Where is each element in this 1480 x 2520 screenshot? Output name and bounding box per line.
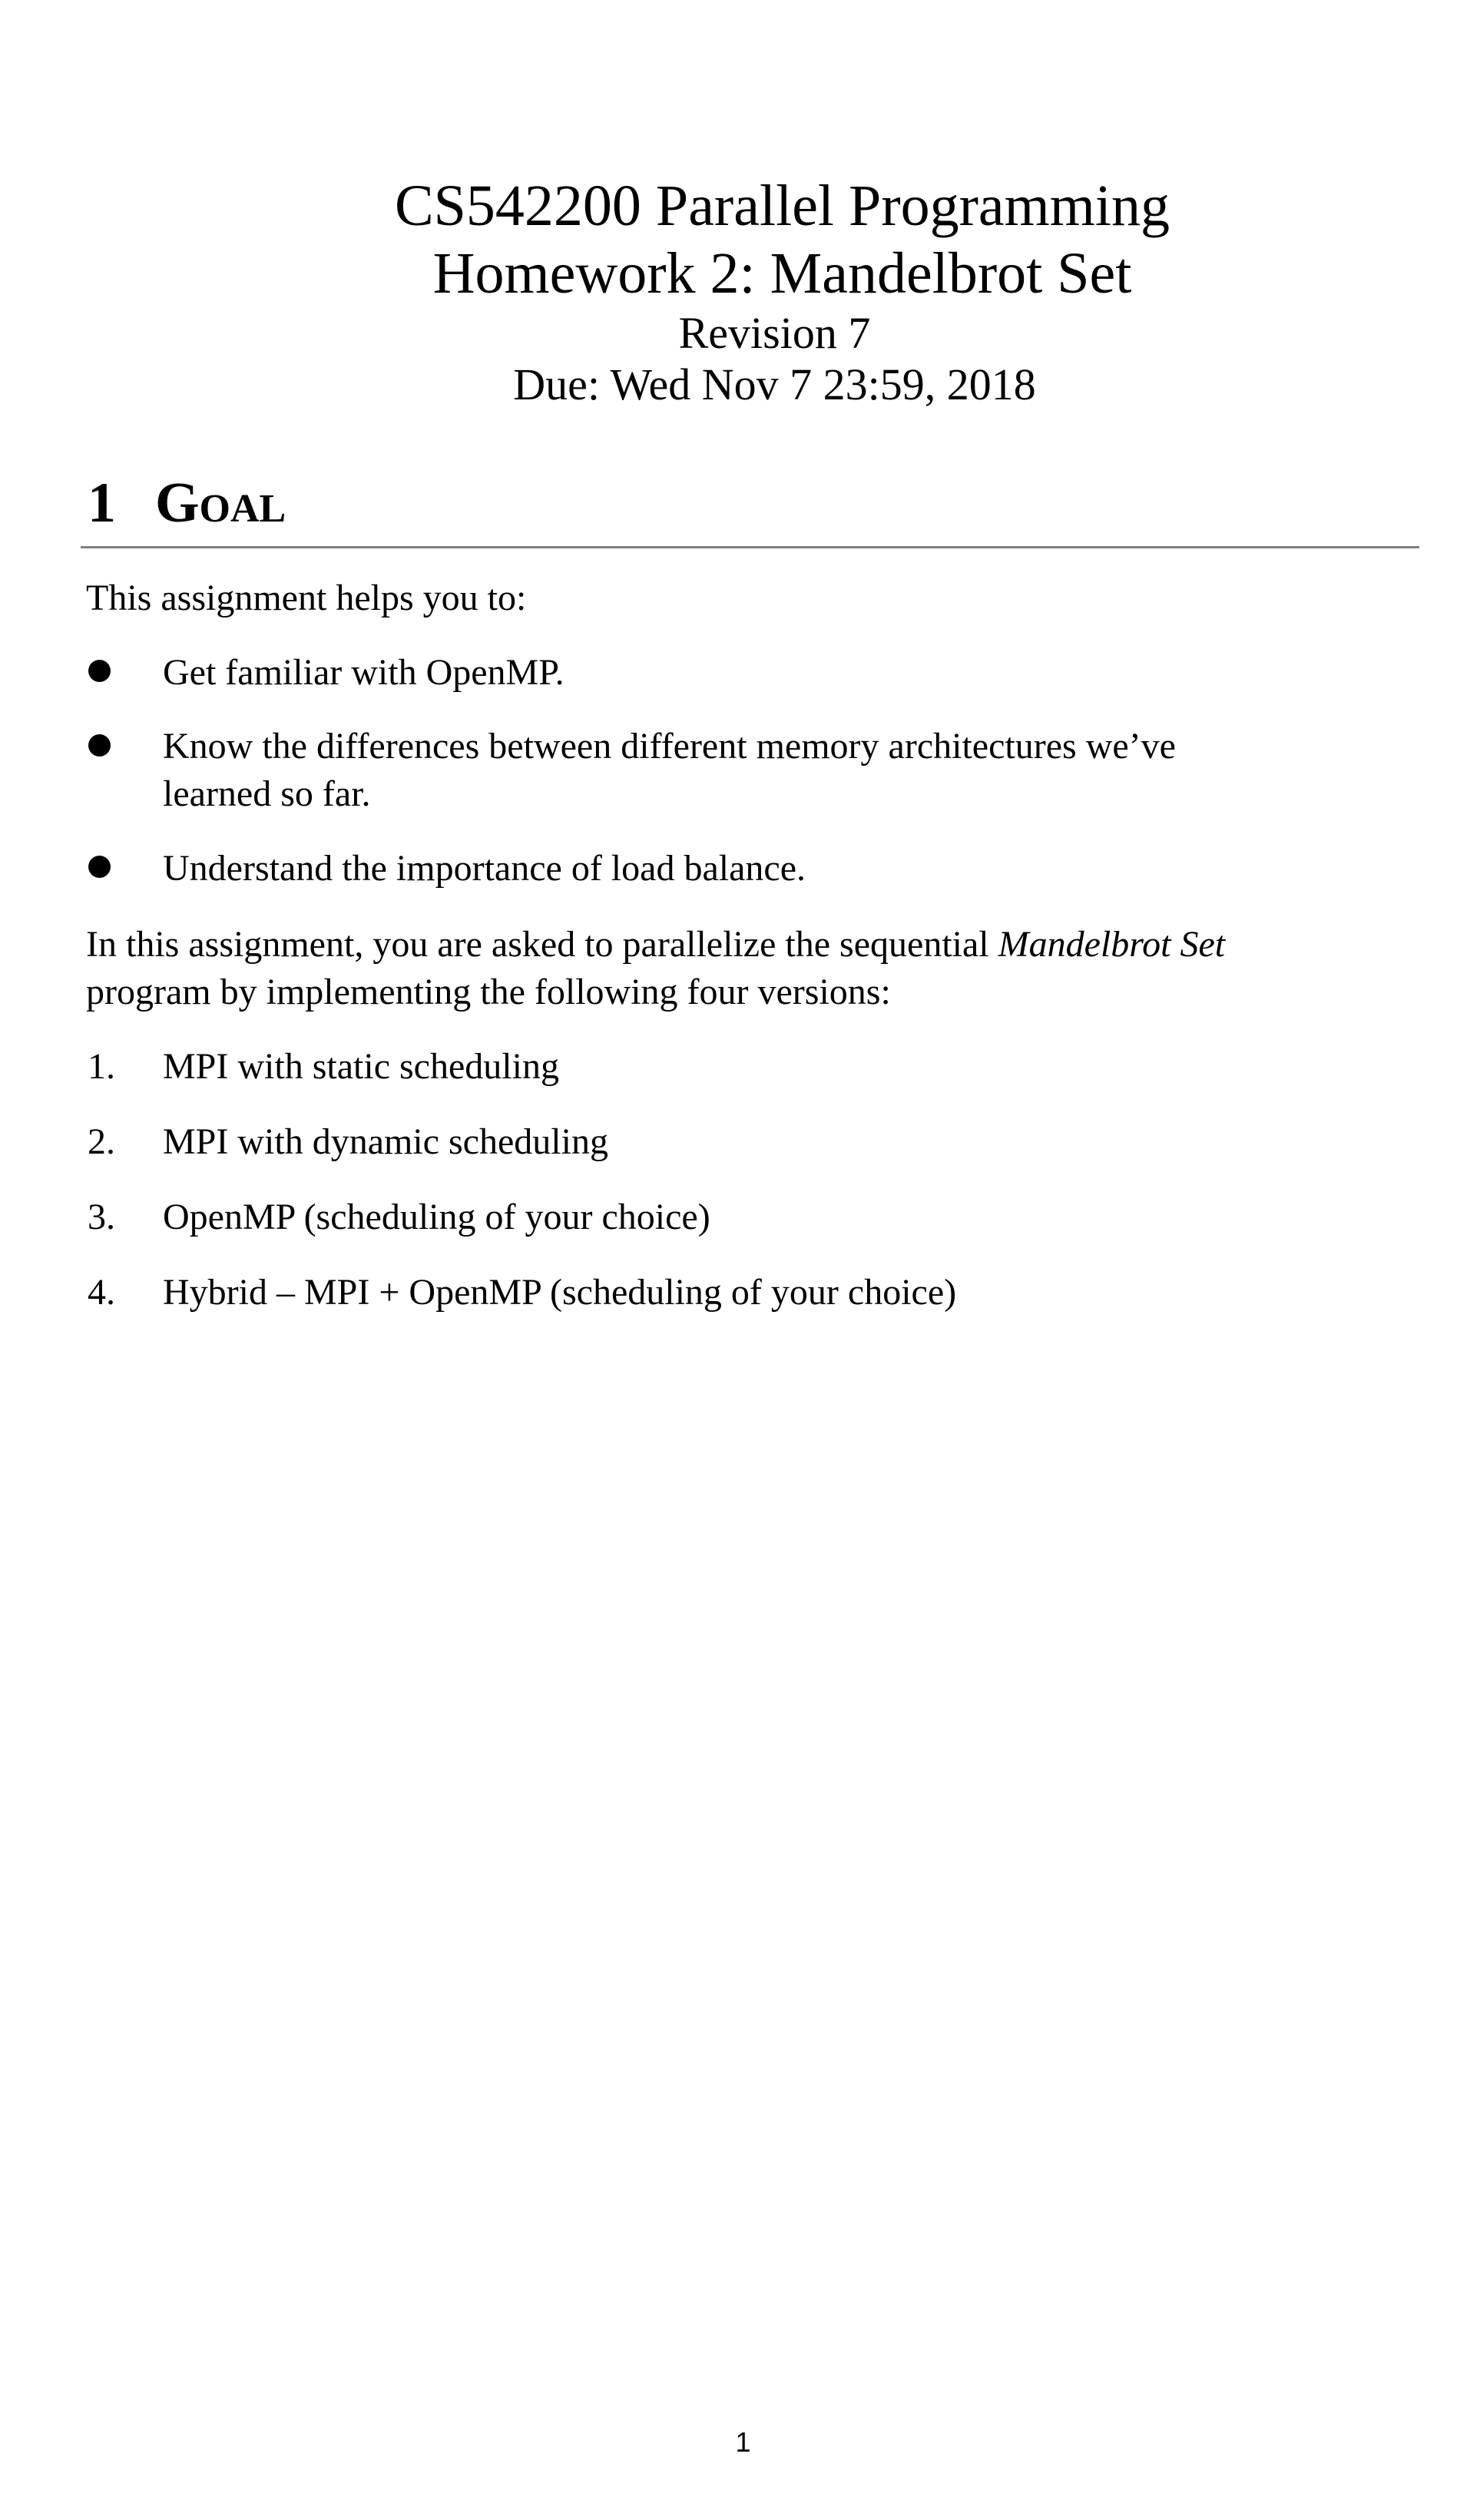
due-date: Due: Wed Nov 7 23:59, 2018 <box>513 359 1036 409</box>
list-item: Understand the importance of load balance. <box>163 848 806 889</box>
revision-label: Revision 7 <box>678 308 871 358</box>
paragraph-text: In this assignment, you are asked to parallelize the sequential <box>86 924 998 965</box>
list-number: 3. <box>88 1197 115 1237</box>
version-item: OpenMP (scheduling of your choice) <box>163 1197 710 1237</box>
list-number: 2. <box>88 1121 115 1162</box>
section-title: Goal <box>155 472 286 535</box>
list-number: 1. <box>88 1046 115 1087</box>
bullet-icon <box>88 734 111 757</box>
intro-text: This assignment helps you to: <box>86 578 527 618</box>
document-subtitle: Homework 2: Mandelbrot Set <box>432 241 1132 306</box>
version-item: MPI with static scheduling <box>163 1046 559 1087</box>
bullet-icon <box>88 856 111 878</box>
paragraph-line: program by implementing the following four versions: <box>86 972 891 1012</box>
paragraph-line <box>86 921 1225 969</box>
list-item: Get familiar with OpenMP. <box>163 652 565 693</box>
section-heading <box>88 472 286 534</box>
section-divider <box>81 546 1419 548</box>
bullet-icon <box>88 660 111 682</box>
section-number: 1 <box>88 472 116 535</box>
page-number: 1 <box>735 2426 751 2458</box>
list-item-continuation: learned so far. <box>163 773 371 814</box>
list-number: 4. <box>88 1272 115 1313</box>
version-item: MPI with dynamic scheduling <box>163 1121 608 1162</box>
paragraph-emphasis: Mandelbrot Set <box>998 924 1226 965</box>
version-item: Hybrid – MPI + OpenMP (scheduling of your choice) <box>163 1272 957 1313</box>
list-item: Know the differences between different memory architectures we’ve <box>163 726 1176 767</box>
document-title: CS542200 Parallel Programming <box>394 174 1170 238</box>
